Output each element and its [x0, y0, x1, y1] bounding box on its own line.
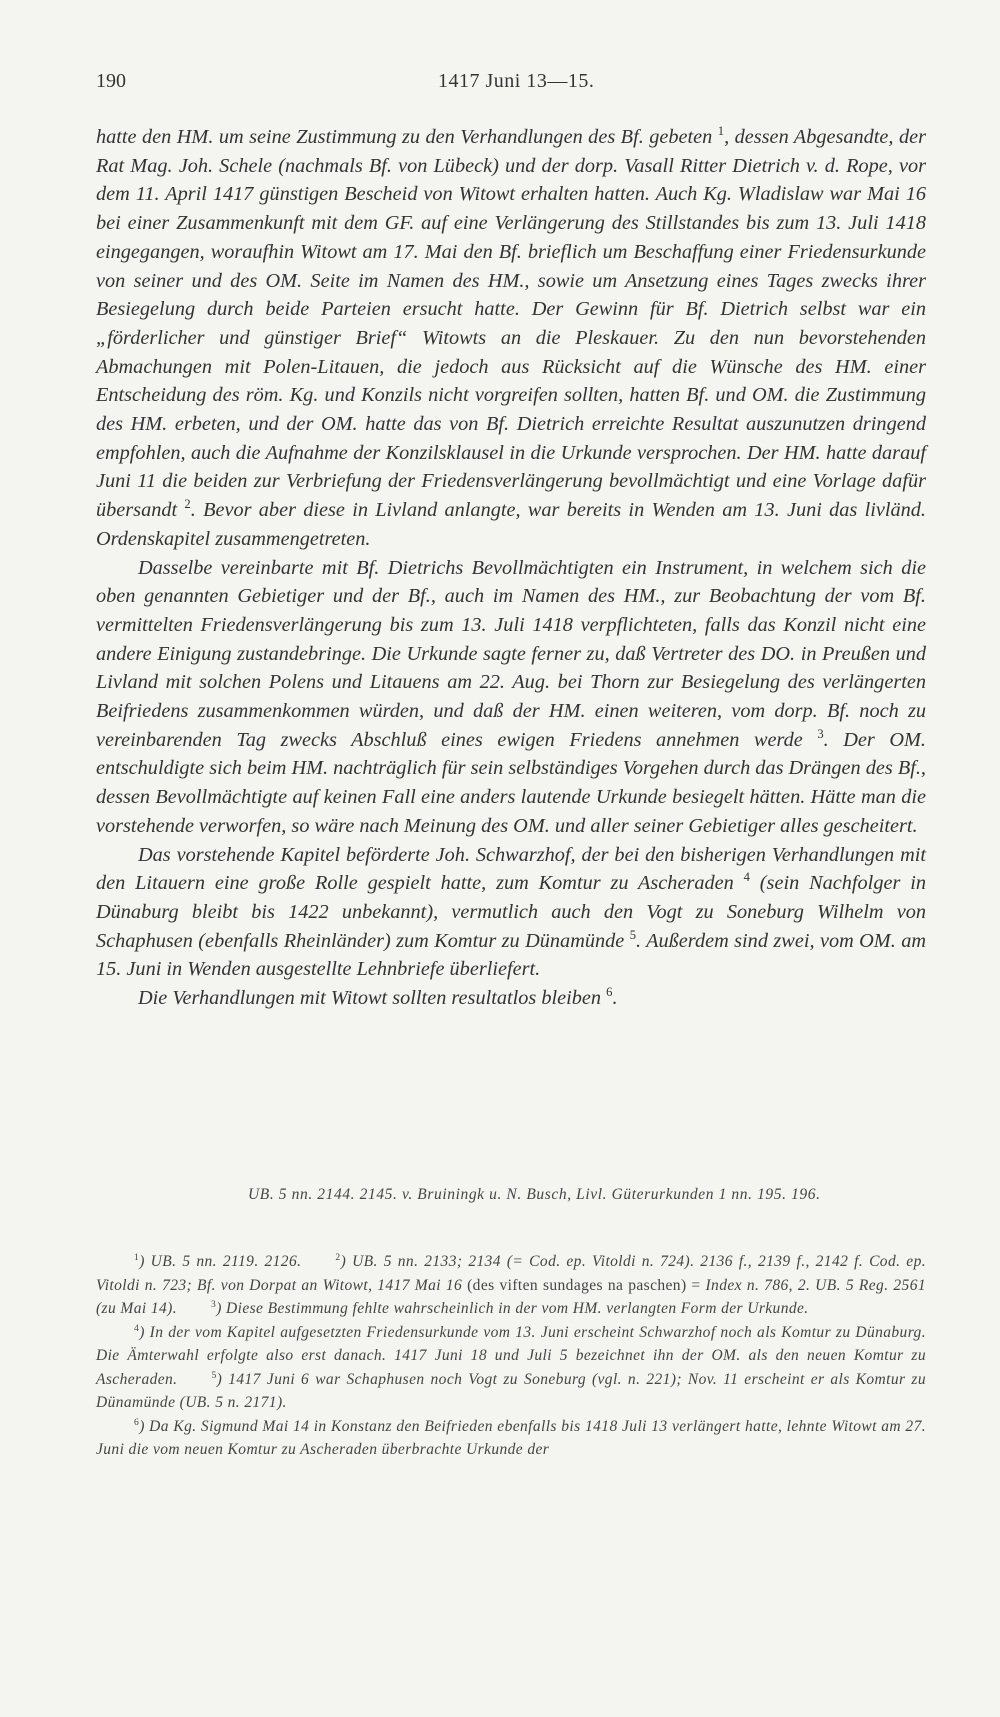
- page-header: [96, 70, 926, 100]
- footnote-marker: 4: [134, 1322, 140, 1334]
- running-head: 1417 Juni 13—15.: [438, 70, 595, 92]
- main-text: [96, 123, 926, 1013]
- footnote: [96, 1250, 926, 1321]
- paragraph-text: . Bevor aber diese in Livland anlangte, war bereits in Wenden am 13. Juni das livländ. Ordenskapitel zusammengetreten.: [96, 499, 927, 550]
- footnote-marker: 1: [717, 124, 725, 139]
- paragraph-text: .: [612, 987, 618, 1010]
- footnote-marker: 5: [629, 927, 636, 942]
- paragraph-text: . Außerdem sind zwei, vom OM. am 15. Juni in Wenden ausgestellte Lehnbriefe überliefert.: [96, 929, 926, 981]
- footnote: [96, 1415, 926, 1462]
- footnote-text: ) UB. 5 nn. 2119. 2126.: [139, 1253, 302, 1270]
- paragraph-text: hatte den HM. um seine Zustimmung zu den Verhandlungen des Bf. gebeten: [96, 126, 718, 148]
- paragraph: [96, 984, 926, 1013]
- paragraph-text: , dessen Abgesandte, der Rat Mag. Joh. Schele (nachmals Bf. von Lübeck) und der dorp. Vasall Ritter Dietrich v. d. Rope, vor dem 11. April 1417 günstigen Bescheid von Witowt erhalten hatten. Auch Kg. Wladislaw war Mai 16 bei einer Zusammenkunft mit dem GF. auf eine Verlängerung des Stillstandes bis zum 13. Juli 1418 eingegangen, woraufhin Witowt am 17. Mai den Bf. brieflich um Beschaffung einer Friedensurkunde von seiner und des OM. Seite im Namen des HM., sowie um Ansetzung eines Tages zwecks ihrer Besiegelung durch beide Parteien ersucht hatte. Der Gewinn für Bf. Dietrich selbst war ein „förderlicher und günstiger Brief“ Witowts an die Pleskauer. Zu den nun bevorstehenden Abmachungen mit Polen-Litauen, die jedoch aus Rücksicht auf die Wünsche des HM. einer Entscheidung des röm. Kg. und Konzils nicht vorgreifen sollten, hatten Bf. und OM. die Zustimmung des HM. erbeten, und der OM. hatte das von Bf. Dietrich erreichte Resultat auszunutzen dringend empfohlen, auch die Aufnahme der Konzilsklausel in die Urkunde versprochen. Der HM. hatte darauf Juni 11 die beiden zur Verbriefung der Friedensverlängerung bevollmächtigt und eine Vorlage dafür übersandt: [96, 126, 927, 522]
- paragraph-text: (sein Nachfolger in Dünaburg bleibt bis 1422 unbekannt), vermutlich auch den Vogt zu Soneburg Wilhelm von Schaphusen (ebenfalls Rheinländer) zum Komtur zu Dünamünde: [96, 872, 927, 952]
- footnote: [96, 1321, 926, 1415]
- footnote-marker: 2: [184, 497, 191, 512]
- paragraph: [96, 123, 926, 554]
- footnote-marker: 5: [211, 1369, 217, 1381]
- paragraph: [96, 554, 926, 841]
- footnote-text: Index n. 786, 2. UB. 5 Reg. 2561 (zu Mai 14).: [96, 1276, 926, 1317]
- footnote-text: ) Diese Bestimmung fehlte wahrscheinlich in der vom HM. verlangten Form der Urkunde.: [216, 1300, 809, 1317]
- footnote-text: ) Da Kg. Sigmund Mai 14 in Konstanz den Beifrieden ebenfalls bis 1418 Juli 13 verlängert hatte, lehnte Witowt am 27. Juni die vom neuen Komtur zu Ascheraden überbrachte Urkunde der: [96, 1417, 926, 1458]
- paragraph-text: Die Verhandlungen mit Witowt sollten resultatlos bleiben: [138, 987, 607, 1010]
- footnote-marker: 2: [335, 1251, 341, 1263]
- page-number: 190: [96, 70, 126, 92]
- paragraph: [96, 841, 926, 985]
- footnote-marker: 6: [134, 1416, 140, 1428]
- footnote-marker: 1: [134, 1251, 140, 1263]
- footnotes: [96, 1250, 926, 1462]
- source-citation: UB. 5 nn. 2144. 2145. v. Bruiningk u. N. Busch, Livl. Güterurkunden 1 nn. 195. 196.: [248, 1186, 821, 1203]
- paragraph-text: Dasselbe vereinbarte mit Bf. Dietrichs Bevollmächtigten ein Instrument, in welchem sich die oben genannten Gebietiger und der Bf., auch im Namen des HM., zur Beobachtung der vom Bf. vermittelten Friedensverlängerung bis zum 13. Juli 1418 verpflichteten, falls das Konzil nicht eine andere Einigung zustandebringe. Die Urkunde sagte ferner zu, daß Vertreter des DO. in Preußen und Livland mit solchen Polens und Litauens am 22. Aug. bei Thorn zur Besiegelung des verlängerten Beifriedens zusammenkommen würden, und daß der HM. einen weiteren, vom dorp. Bf. noch zu vereinbarenden Tag zwecks Abschluß eines ewigen Friedens annehmen werde: [96, 556, 926, 751]
- paragraph-text: Das vorstehende Kapitel beförderte Joh. Schwarzhof, der bei den bisherigen Verhandlungen mit den Litauern eine große Rolle gespielt hatte, zum Komtur zu Ascheraden: [96, 843, 926, 895]
- footnote-text: ) UB. 5 nn. 2133; 2134 (= Cod. ep. Vitoldi n. 724). 2136 f., 2139 f., 2142 f. Cod. ep. Vitoldi n. 723; Bf. von Dorpat an Witowt, 1417 Mai 16: [96, 1253, 926, 1294]
- footnote-marker: 3: [211, 1298, 217, 1310]
- footnote-text: ) 1417 Juni 6 war Schaphusen noch Vogt zu Soneburg (vgl. n. 221); Nov. 11 erscheint er als Komtur zu Dünamünde (UB. 5 n. 2171).: [96, 1370, 926, 1411]
- footnote-marker: 6: [606, 985, 613, 1000]
- footnote-marker: 3: [817, 727, 824, 741]
- footnote-text: (des viften sundages na paschen) =: [467, 1276, 701, 1294]
- footnote-marker: 4: [743, 870, 750, 885]
- footnote-text: ) In der vom Kapitel aufgesetzten Friedensurkunde vom 13. Juni erscheint Schwarzhof noch als Komtur zu Dünaburg. Die Ämterwahl erfolgte also erst danach. 1417 Juni 18 und Juli 5 bezeichnet ihn der OM. als den neuen Komtur zu Ascheraden.: [96, 1323, 926, 1388]
- paragraph-text: . Der OM. entschuldigte sich beim HM. nachträglich für sein selbständiges Vorgehen durch das Drängen des Bf., dessen Bevollmächtigte auf keinen Fall eine anders lautende Urkunde besiegelt hätten. Hätte man die vorstehende verworfen, so wäre nach Meinung des OM. und aller seiner Gebietiger alles gescheitert.: [96, 728, 926, 837]
